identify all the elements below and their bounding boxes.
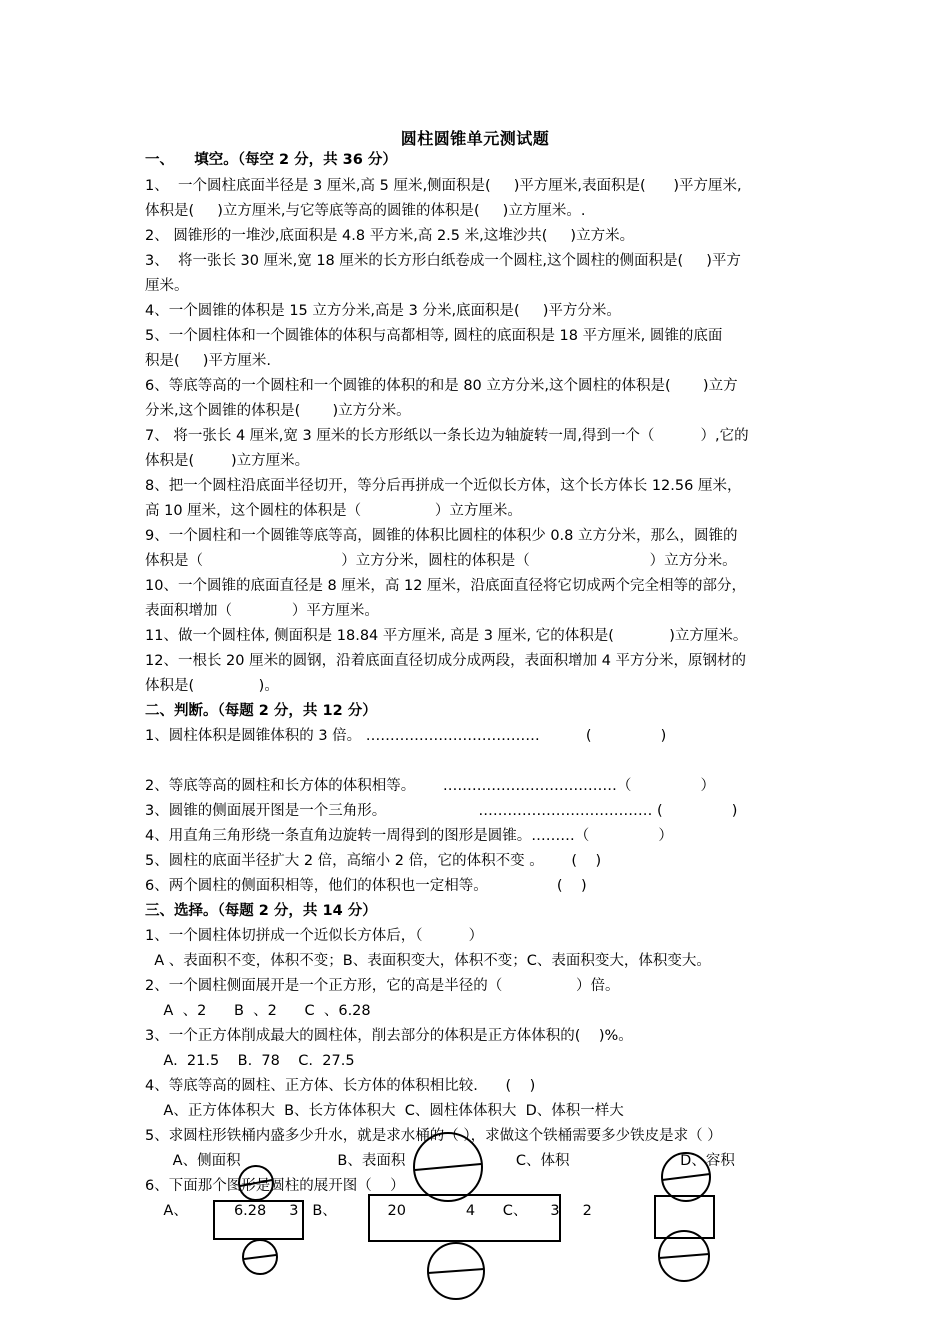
question-line: 10、一个圆锥的底面直径是 8 厘米，高 12 厘米，沿底面直径将它切成两个完全相等的部分， bbox=[145, 578, 747, 594]
question-line: 6、等底等高的一个圆柱和一个圆锥的体积的和是 80 立方分米,这个圆柱的体积是( )立方 bbox=[145, 378, 738, 394]
question-line: 7、 将一张长 4 厘米,宽 3 厘米的长方形纸以一条长边为轴旋转一周,得到一个（ ）,它的 bbox=[145, 428, 749, 444]
question-line: 8、把一个圆柱沿底面半径切开，等分后再拼成一个近似长方体，这个长方体长 12.56 厘米， bbox=[145, 478, 742, 494]
choice-options: A、侧面积 B、表面积 C、体积 D、容积 bbox=[145, 1153, 735, 1169]
section-heading-choice: 三、选择。（每题 2 分，共 14 分） bbox=[145, 903, 377, 919]
question-line: 2、一个圆柱侧面展开是一个正方形，它的高是半径的（ ）倍。 bbox=[145, 978, 620, 994]
choice-options: A. 21.5 B. 78 C. 27.5 bbox=[145, 1053, 355, 1069]
question-line: 2、等底等高的圆柱和长方体的体积相等。 ………………………………（ ） bbox=[145, 778, 716, 794]
question-line: 5、一个圆柱体和一个圆锥体的体积与高都相等, 圆柱的底面积是 18 平方厘米, 圆锥的底面 bbox=[145, 328, 723, 344]
question-line: 3、一个正方体削成最大的圆柱体，削去部分的体积是正方体体积的( )%。 bbox=[145, 1028, 633, 1044]
question-line: 体积是( )立方厘米。 bbox=[145, 453, 310, 469]
rectangle-icon bbox=[369, 1195, 560, 1241]
choice-options: A、 6.28 3 B、 20 4 C、 3 2 bbox=[145, 1203, 592, 1219]
question-line: 积是( )平方厘米. bbox=[145, 353, 271, 369]
question-line: 1、圆柱体积是圆锥体积的 3 倍。 ……………………………… ( ) bbox=[145, 728, 667, 744]
question-line: 11、做一个圆柱体, 侧面积是 18.84 平方厘米, 高是 3 厘米, 它的体积是( )立方厘米。 bbox=[145, 628, 748, 644]
question-line: 体积是（ ）立方分米，圆柱的体积是（ ）立方分米。 bbox=[145, 553, 737, 569]
question-line: 厘米。 bbox=[145, 278, 189, 294]
choice-options: A 、2 B 、2 C 、6.28 bbox=[145, 1003, 371, 1019]
question-line: 4、等底等高的圆柱、正方体、长方体的体积相比较. ( ) bbox=[145, 1078, 536, 1094]
section-heading-true-false: 二、判断。（每题 2 分，共 12 分） bbox=[145, 703, 377, 719]
section-heading-fill-blank: 一、 填空。（每空 2 分，共 36 分） bbox=[145, 152, 397, 168]
choice-options: A 、表面积不变，体积不变；B、表面积变大，体积不变；C、表面积变大，体积变大。 bbox=[145, 953, 711, 969]
question-line: 3、圆锥的侧面展开图是一个三角形。 ……………………………… ( ) bbox=[145, 803, 738, 819]
choice-options: A、正方体体积大 B、长方体体积大 C、圆柱体体积大 D、体积一样大 bbox=[145, 1103, 624, 1119]
rectangle-icon bbox=[214, 1201, 303, 1239]
question-line: 体积是( )立方厘米,与它等底等高的圆锥的体积是( )立方厘米。. bbox=[145, 203, 586, 219]
question-line: 分米,这个圆锥的体积是( )立方分米。 bbox=[145, 403, 411, 419]
question-line: 6、两个圆柱的侧面积相等，他们的体积也一定相等。 ( ) bbox=[145, 878, 587, 894]
page-title: 圆柱圆锥单元测试题 bbox=[400, 129, 550, 148]
question-line: 4、用直角三角形绕一条直角边旋转一周得到的图形是圆锥。………（ ） bbox=[145, 828, 673, 844]
question-line: 体积是( )。 bbox=[145, 678, 279, 694]
question-line: 5、圆柱的底面半径扩大 2 倍，高缩小 2 倍，它的体积不变 。 ( ) bbox=[145, 853, 602, 869]
question-line: 9、一个圆柱和一个圆锥等底等高，圆锥的体积比圆柱的体积少 0.8 立方分米，那么，圆锥的 bbox=[145, 528, 738, 544]
question-line: 2、 圆锥形的一堆沙,底面积是 4.8 平方米,高 2.5 米,这堆沙共( )立方米。 bbox=[145, 228, 635, 244]
question-line: 5、求圆柱形铁桶内盛多少升水，就是求水桶的（ ），求做这个铁桶需要多少铁皮是求（ ） bbox=[145, 1128, 722, 1144]
question-line: 1、 一个圆柱底面半径是 3 厘米,高 5 厘米,侧面积是( )平方厘米,表面积是( )平方厘米, bbox=[145, 178, 742, 194]
question-line: 3、 将一张长 30 厘米,宽 18 厘米的长方形白纸卷成一个圆柱,这个圆柱的侧面积是( )平方 bbox=[145, 253, 741, 269]
question-line: 4、一个圆锥的体积是 15 立方分米,高是 3 分米,底面积是( )平方分米。 bbox=[145, 303, 621, 319]
question-line: 表面积增加（ ）平方厘米。 bbox=[145, 603, 379, 619]
question-line: 12、一根长 20 厘米的圆钢，沿着底面直径切成分成两段，表面积增加 4 平方分米，原钢材的 bbox=[145, 653, 747, 669]
question-line: 高 10 厘米，这个圆柱的体积是（ ）立方厘米。 bbox=[145, 503, 522, 519]
question-line: 6、下面那个图形是圆柱的展开图（ ） bbox=[145, 1178, 405, 1194]
question-line: 1、一个圆柱体切拼成一个近似长方体后，（ ） bbox=[145, 928, 484, 944]
